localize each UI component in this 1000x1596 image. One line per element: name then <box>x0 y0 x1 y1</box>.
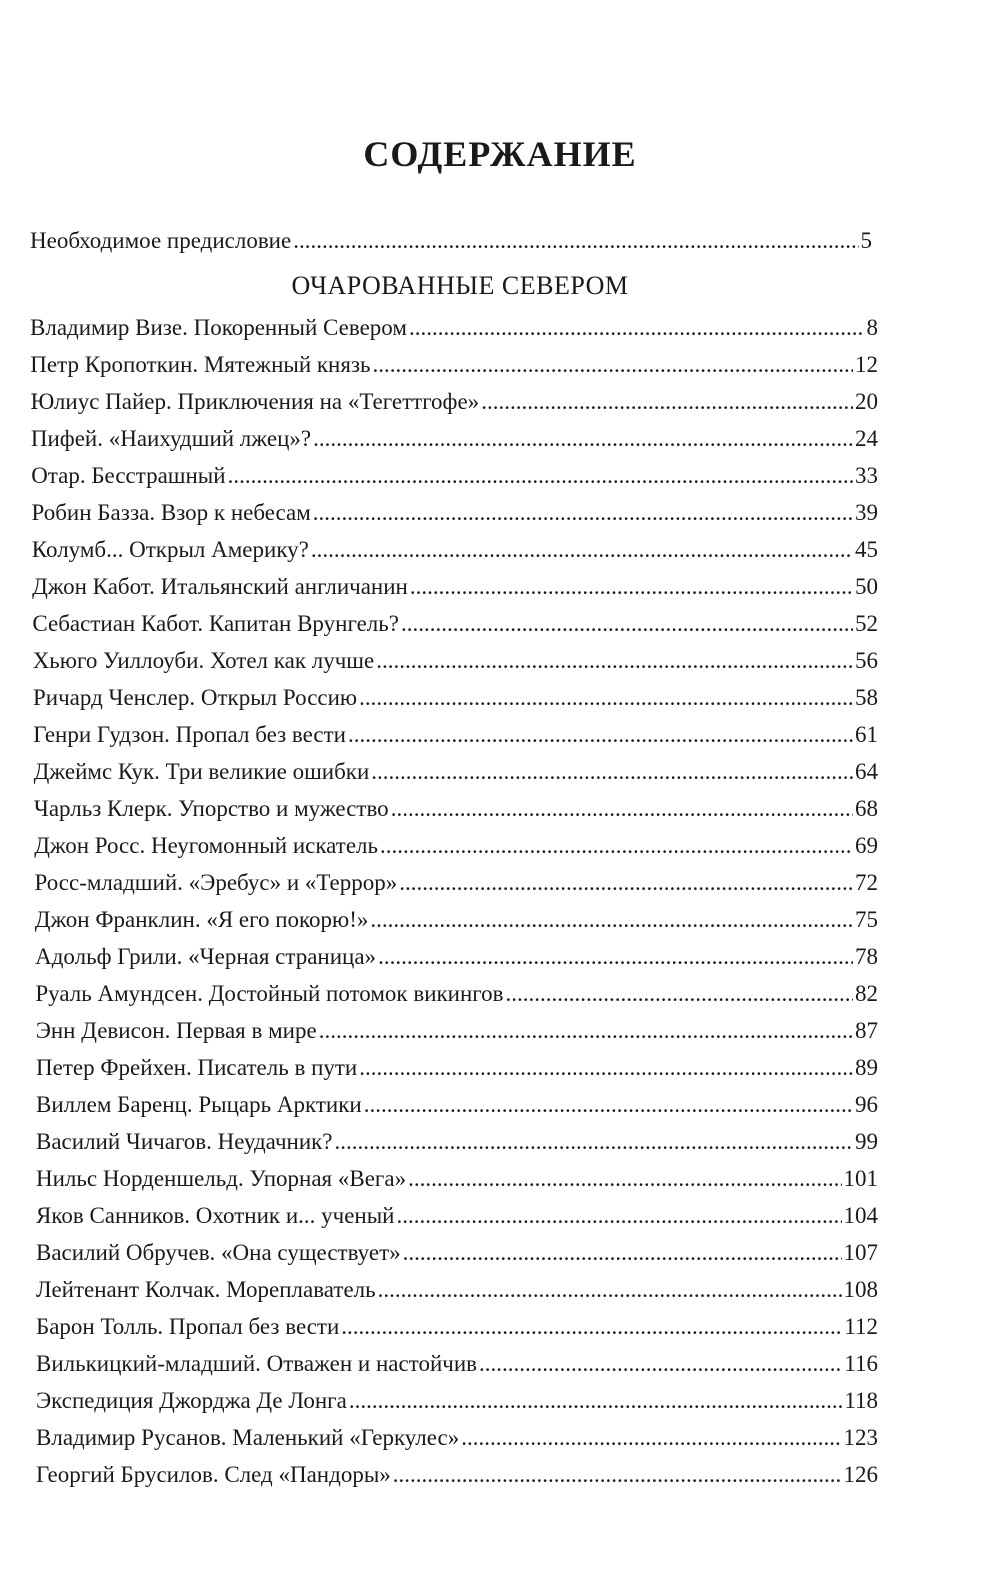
toc-row <box>33 683 878 713</box>
toc-row <box>32 609 878 639</box>
toc-leader-dots <box>401 609 853 639</box>
toc-entry-text: Владимир Русанов. Маленький «Геркулес» <box>36 1425 460 1450</box>
toc-page-number: 112 <box>844 1314 878 1339</box>
toc-row <box>36 1460 878 1490</box>
toc-page-number: 24 <box>854 426 878 451</box>
toc-leader-dots <box>380 831 853 861</box>
toc-entry-text: Петер Фрейхен. Писатель в пути <box>36 1055 358 1080</box>
toc-page-number: 123 <box>843 1425 878 1450</box>
toc-entry-text: Вилькицкий-младший. Отважен и настойчив <box>36 1351 477 1376</box>
toc-page-number: 12 <box>854 352 878 377</box>
toc-leader-dots <box>378 942 853 972</box>
toc-page-number: 8 <box>866 315 878 340</box>
toc-leader-dots <box>311 535 853 565</box>
toc-entry-text: Робин Базза. Взор к небесам <box>31 500 311 525</box>
toc-page-number: 75 <box>854 907 878 932</box>
toc-leader-dots <box>409 313 865 343</box>
toc-entry-text: Необходимое предисловие <box>30 228 292 253</box>
toc-entry-text: Себастиан Кабот. Капитан Врунгель? <box>32 611 399 636</box>
toc-page-number: 126 <box>843 1462 878 1487</box>
toc-leader-dots <box>370 905 853 935</box>
toc-entry-text: Василий Обручев. «Она существует» <box>36 1240 401 1265</box>
toc-row <box>36 1238 878 1268</box>
toc-page-number: 82 <box>854 981 878 1006</box>
toc-page-number: 33 <box>854 463 878 488</box>
toc-page-number: 52 <box>854 611 878 636</box>
toc-entry-text: Росс-младший. «Эребус» и «Террор» <box>34 870 398 895</box>
toc-entry-text: Колумб... Открыл Америку? <box>31 537 309 562</box>
toc-leader-dots <box>348 720 853 750</box>
toc-row <box>31 461 878 491</box>
toc-row <box>35 868 879 898</box>
toc-row <box>36 1386 878 1416</box>
toc-leader-dots <box>359 1053 853 1083</box>
toc-entry-text: Василий Чичагов. Неудачник? <box>36 1129 333 1154</box>
toc-entry-text: Хьюго Уиллоуби. Хотел как лучше <box>32 648 375 673</box>
toc-row-preface <box>30 226 872 256</box>
section-heading: ОЧАРОВАННЫЕ СЕВЕРОМ <box>291 271 629 300</box>
toc-page-number: 69 <box>854 833 878 858</box>
toc-leader-dots <box>341 1312 842 1342</box>
toc-leader-dots <box>393 1460 842 1490</box>
toc-leader-dots <box>373 350 853 380</box>
toc-entry-text: Лейтенант Колчак. Мореплаватель <box>36 1277 376 1302</box>
toc-row <box>36 1349 878 1379</box>
toc-page-number: 96 <box>855 1092 878 1117</box>
toc-entry-text: Генри Гудзон. Пропал без вести <box>33 722 346 747</box>
toc-leader-dots <box>403 1238 842 1268</box>
toc-leader-dots <box>359 683 853 713</box>
toc-row <box>34 757 878 787</box>
toc-entry-text: Экспедиция Джорджа Де Лонга <box>36 1388 347 1413</box>
toc-leader-dots <box>376 646 853 676</box>
toc-row <box>32 498 879 528</box>
toc-leader-dots <box>461 1423 841 1453</box>
toc-row <box>36 1423 878 1453</box>
toc-leader-dots <box>371 757 853 787</box>
toc-entry-text: Энн Девисон. Первая в мире <box>35 1018 317 1043</box>
toc-page-number: 56 <box>854 648 878 673</box>
toc-leader-dots <box>378 1275 842 1305</box>
toc-row <box>32 535 878 565</box>
toc-row <box>36 1275 878 1305</box>
toc-page-number: 107 <box>843 1240 878 1265</box>
toc-page-number: 108 <box>843 1277 878 1302</box>
toc-row <box>36 1312 878 1342</box>
toc-row <box>36 1090 878 1120</box>
toc-entry-text: Джон Росс. Неугомонный искатель <box>34 833 378 858</box>
toc-row <box>35 905 878 935</box>
toc-row <box>36 1053 878 1083</box>
toc-row <box>31 424 878 454</box>
toc-page-number: 101 <box>843 1166 878 1191</box>
toc-entry-text: Виллем Баренц. Рыцарь Арктики <box>36 1092 362 1117</box>
toc-entry-text: Пифей. «Наихудший лжец»? <box>30 426 312 451</box>
toc-leader-dots <box>364 1090 853 1120</box>
toc-row <box>36 1164 878 1194</box>
toc-page-number: 99 <box>855 1129 878 1154</box>
toc-page-number: 20 <box>854 389 878 414</box>
toc-page-number: 72 <box>855 870 878 895</box>
toc-page-number: 89 <box>855 1055 878 1080</box>
toc-entry-text: Руаль Амундсен. Достойный потомок викингов <box>35 981 504 1006</box>
toc-entry-text: Барон Толль. Пропал без вести <box>36 1314 340 1339</box>
toc-row <box>32 572 878 602</box>
toc-page-number: 87 <box>854 1018 878 1043</box>
toc-leader-dots <box>313 498 853 528</box>
toc-page-number: 68 <box>854 796 878 821</box>
toc-leader-dots <box>481 387 853 417</box>
toc-entry-text: Ричард Ченслер. Открыл Россию <box>33 685 358 710</box>
toc-row <box>33 720 878 750</box>
toc-page-number: 39 <box>855 500 878 525</box>
toc-page-number: 118 <box>844 1388 878 1413</box>
toc-page-number: 104 <box>843 1203 878 1228</box>
toc-entry-text: Юлиус Пайер. Приключения на «Тегеттгофе» <box>30 389 480 414</box>
toc-page-number: 61 <box>854 722 878 747</box>
toc-page-number: 116 <box>844 1351 878 1376</box>
toc-leader-dots <box>349 1386 843 1416</box>
toc-entry-text: Нильс Норденшельд. Упорная «Вега» <box>36 1166 407 1191</box>
toc-leader-dots <box>293 226 858 256</box>
toc-row <box>30 350 878 380</box>
toc-entry-text: Владимир Визе. Покоренный Севером <box>30 315 407 340</box>
toc-entry-text: Адольф Грили. «Черная страница» <box>35 944 377 969</box>
toc-entry-text: Яков Санников. Охотник и... ученый <box>36 1203 395 1228</box>
toc-page-number: 58 <box>855 685 878 710</box>
toc-entry-text: Петр Кропоткин. Мятежный князь <box>30 352 371 377</box>
toc-row <box>31 387 878 417</box>
toc-leader-dots <box>506 979 853 1009</box>
toc-entry-text: Чарльз Клерк. Упорство и мужество <box>33 796 389 821</box>
toc-row <box>36 1127 878 1157</box>
toc-leader-dots <box>408 1164 841 1194</box>
toc-leader-dots <box>399 868 853 898</box>
toc-row <box>34 831 878 861</box>
toc-entry-text: Джеймс Кук. Три великие ошибки <box>33 759 370 784</box>
toc-leader-dots <box>391 794 853 824</box>
toc-row <box>35 979 878 1009</box>
toc-page-number: 50 <box>854 574 878 599</box>
toc-leader-dots <box>313 424 853 454</box>
toc-page-number: 78 <box>854 944 878 969</box>
toc-entry-text: Георгий Брусилов. След «Пандоры» <box>36 1462 391 1487</box>
toc-leader-dots <box>228 461 853 491</box>
toc-entry-text: Джон Кабот. Итальянский англичанин <box>32 574 408 599</box>
toc-row <box>36 1201 878 1231</box>
toc-entry-text: Отар. Бесстрашный <box>31 463 226 488</box>
toc-leader-dots <box>396 1201 841 1231</box>
toc-leader-dots <box>479 1349 842 1379</box>
toc-leader-dots <box>410 572 853 602</box>
toc-row <box>36 1016 878 1046</box>
toc-row <box>34 794 878 824</box>
page-title: СОДЕРЖАНИЕ <box>363 134 637 174</box>
toc-entry-text: Джон Франклин. «Я его покорю!» <box>34 907 369 932</box>
toc-leader-dots <box>335 1127 853 1157</box>
toc-leader-dots <box>319 1016 853 1046</box>
toc-row <box>33 646 878 676</box>
toc-page-number: 45 <box>854 537 878 562</box>
toc-page-number: 64 <box>854 759 878 784</box>
toc-row <box>30 313 878 343</box>
toc-row <box>35 942 878 972</box>
toc-page-number: 5 <box>860 228 872 253</box>
